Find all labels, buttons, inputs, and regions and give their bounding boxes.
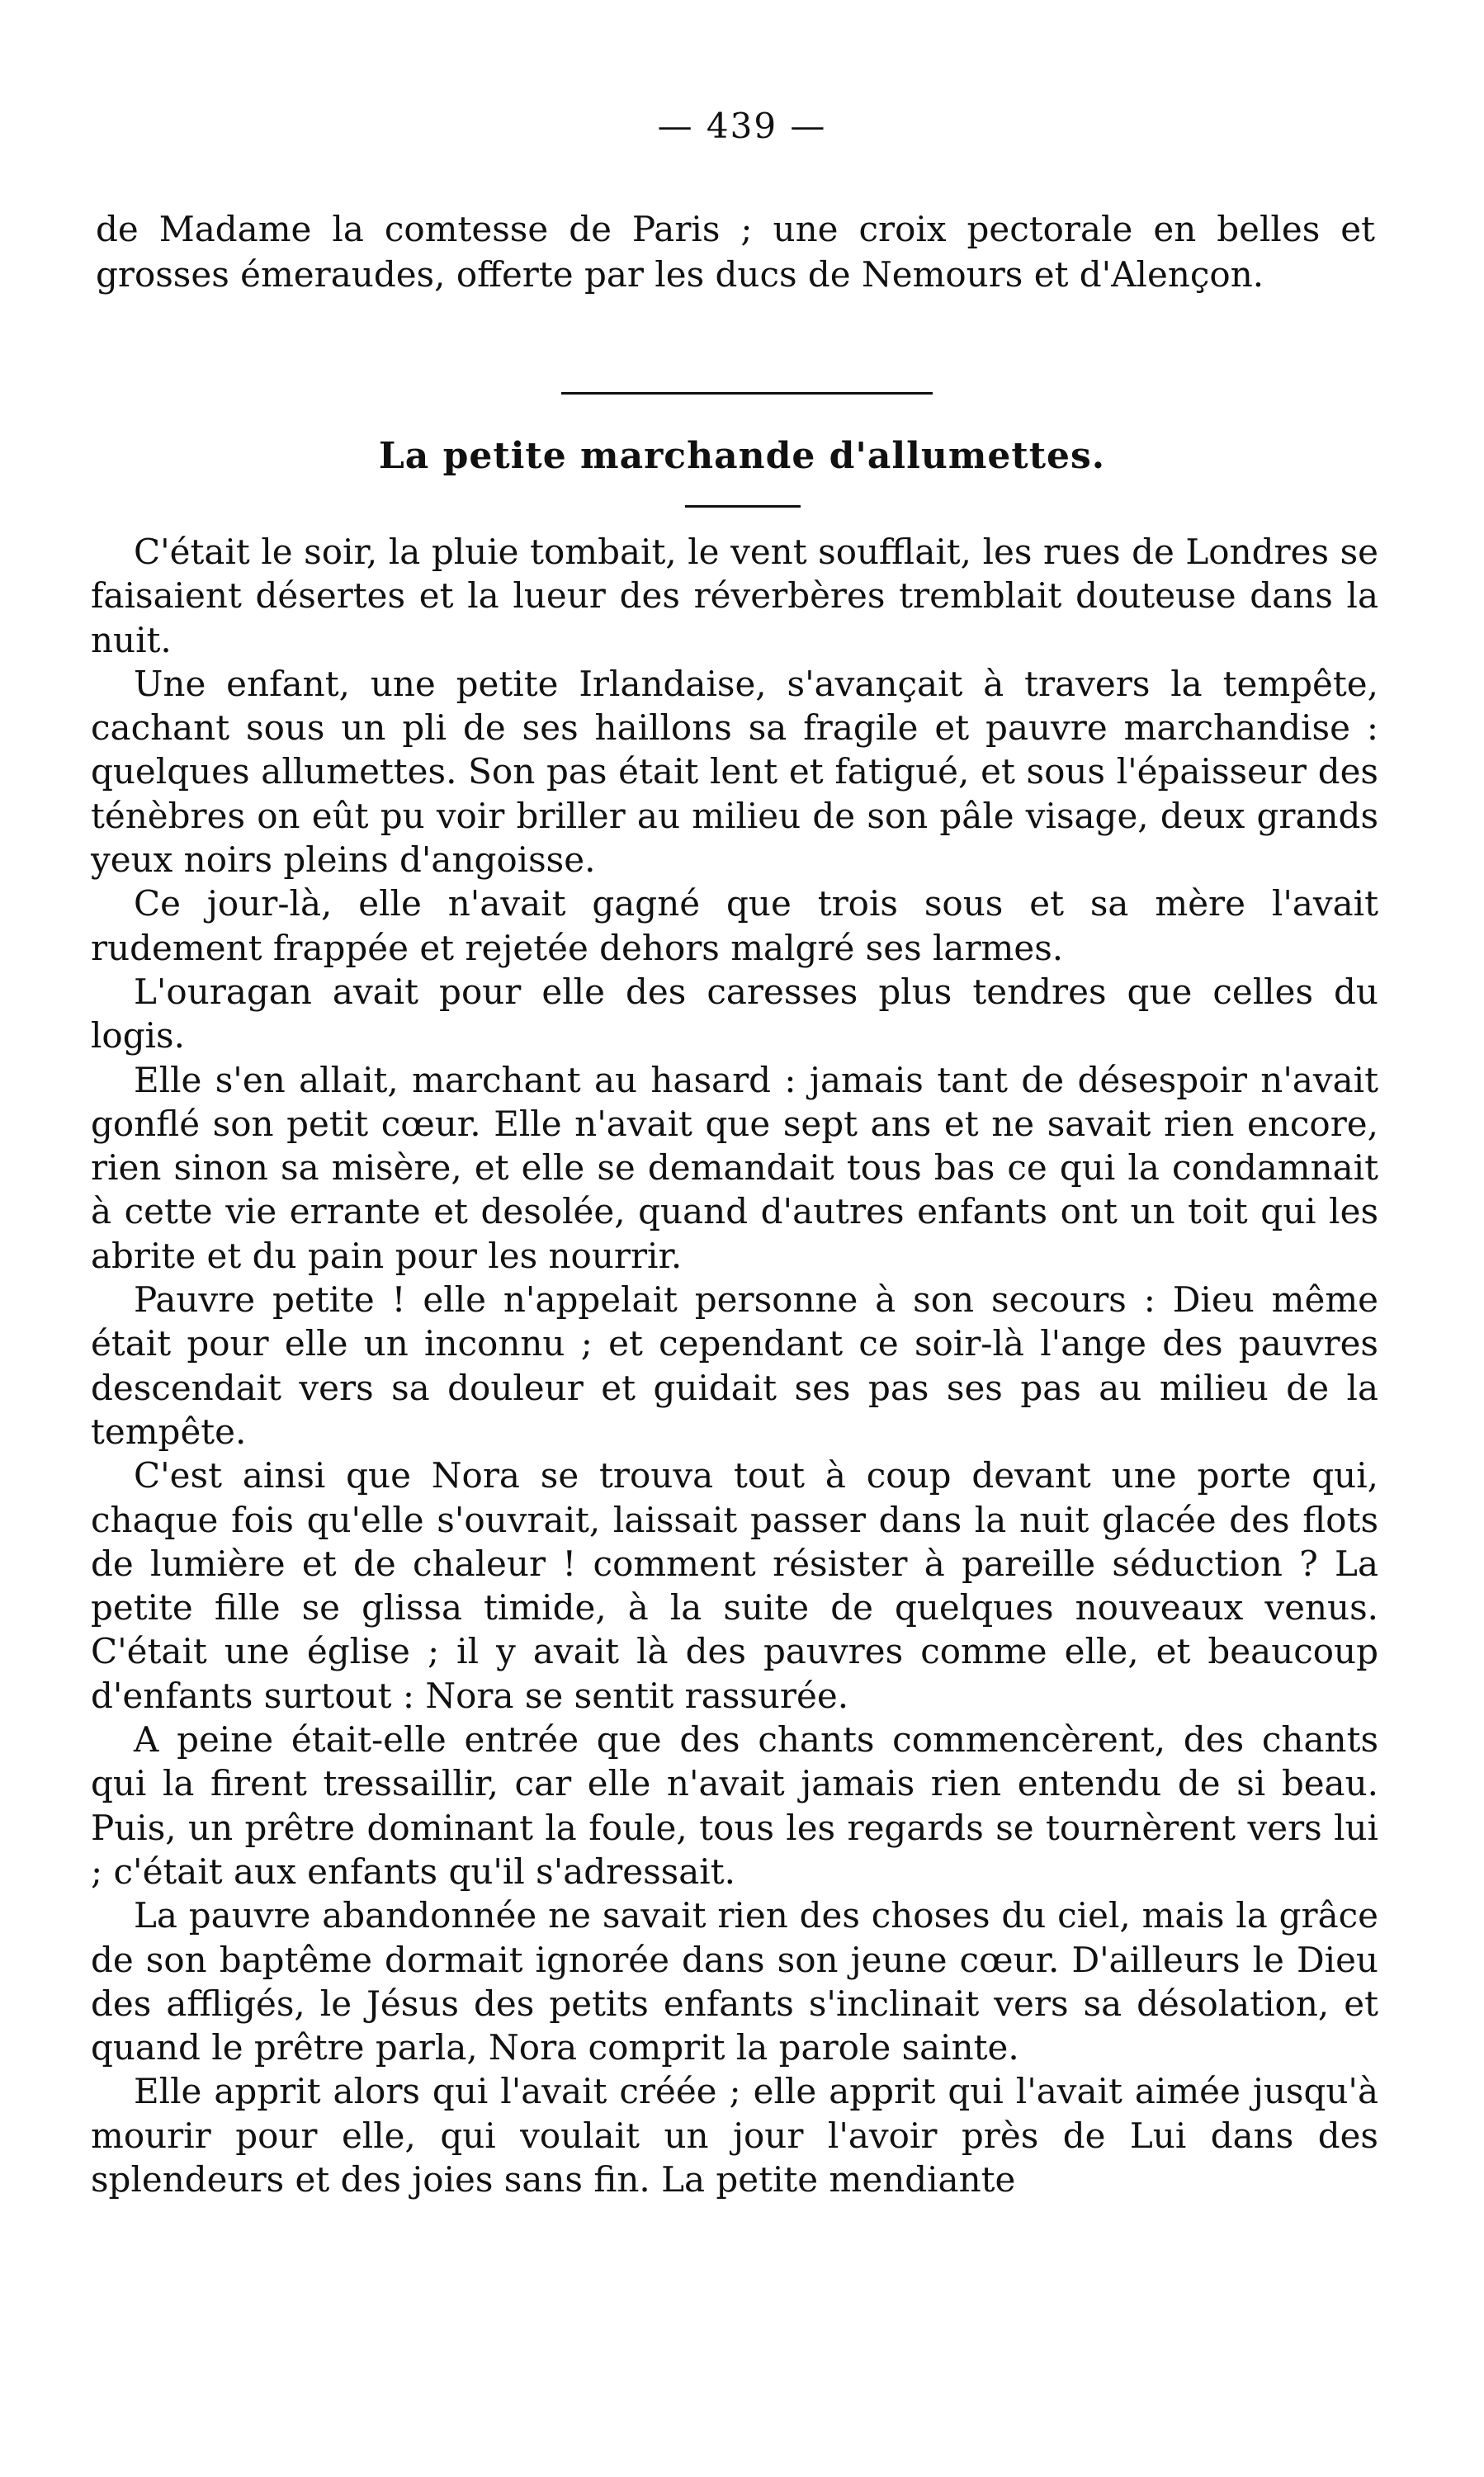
paragraph-9: La pauvre abandonnée ne savait rien des choses du ciel, mais la grâce de son baptême dormait ignorée dans son jeune cœur. D'ailleurs le Dieu des affligés, le Jésus des petits enfants s'inclinait vers sa désolation, et quand le prêtre parla, Nora comprit la parole sainte. bbox=[91, 1895, 1378, 2068]
paragraph-5: Elle s'en allait, marchant au hasard : jamais tant de désespoir n'avait gonflé son petit cœur. Elle n'avait que sept ans et ne savait rien encore, rien sinon sa misère, et elle se demandait tous bas ce qui la condamnait à cette vie errante et desolée, quand d'autres enfants ont un toit qui les abrite et du pain pour les nourrir. bbox=[91, 1059, 1378, 1276]
section-divider-top bbox=[561, 392, 933, 395]
paragraph-4: L'ouragan avait pour elle des caresses plus tendres que celles du logis. bbox=[91, 971, 1378, 1057]
story-body bbox=[91, 530, 1378, 2201]
paragraph-1: C'était le soir, la pluie tombait, le vent soufflait, les rues de Londres se faisaient désertes et la lueur des réverbères tremblait douteuse dans la nuit. bbox=[91, 532, 1378, 660]
paragraph-7: C'est ainsi que Nora se trouva tout à coup devant une porte qui, chaque fois qu'elle s'ouvrait, laissait passer dans la nuit glacée des flots de lumière et de chaleur ! comment résister à pareille séduction ? La petite fille se glissa timide, à la suite de quelques nouveaux venus. C'était une église ; il y avait là des pauvres comme elle, et beaucoup d'enfants surtout : Nora se sentit rassurée. bbox=[91, 1455, 1378, 1716]
paragraph-6: Pauvre petite ! elle n'appelait personne à son secours : Dieu même était pour elle un inconnu ; et cependant ce soir-là l'ange des pauvres descendait vers sa douleur et guidait ses pas ses pas au milieu de la tempête. bbox=[91, 1279, 1378, 1452]
paragraph-10: Elle apprit alors qui l'avait créée ; elle apprit qui l'avait aimée jusqu'à mourir pour elle, qui voulait un jour l'avoir près de Lui dans des splendeurs et des joies sans fin. La petite mendiante bbox=[91, 2071, 1378, 2200]
paragraph-3: Ce jour-là, elle n'avait gagné que trois sous et sa mère l'avait rudement frappée et rejetée dehors malgré ses larmes. bbox=[91, 883, 1378, 968]
paragraph-2: Une enfant, une petite Irlandaise, s'avançait à travers la tempête, cachant sous un pli de ses haillons sa fragile et pauvre marchandise : quelques allumettes. Son pas était lent et fatigué, et sous l'épaisseur des ténèbres on eût pu voir briller au milieu de son pâle visage, deux grands yeux noirs pleins d'angoisse. bbox=[91, 663, 1378, 881]
section-divider-bottom bbox=[685, 505, 801, 508]
paragraph-8: A peine était-elle entrée que des chants commencèrent, des chants qui la firent tressaillir, car elle n'avait jamais rien entendu de si beau. Puis, un prêtre dominant la foule, tous les regards se tournèrent vers lui ; c'était aux enfants qu'il s'adressait. bbox=[91, 1719, 1378, 1892]
intro-paragraph: de Madame la comtesse de Paris ; une croix pectorale en belles et grosses émeraudes, offerte par les ducs de Nemours et d'Alençon. bbox=[96, 209, 1375, 295]
page-number: — 439 — bbox=[657, 106, 827, 146]
section-title: La petite marchande d'allumettes. bbox=[378, 435, 1106, 477]
